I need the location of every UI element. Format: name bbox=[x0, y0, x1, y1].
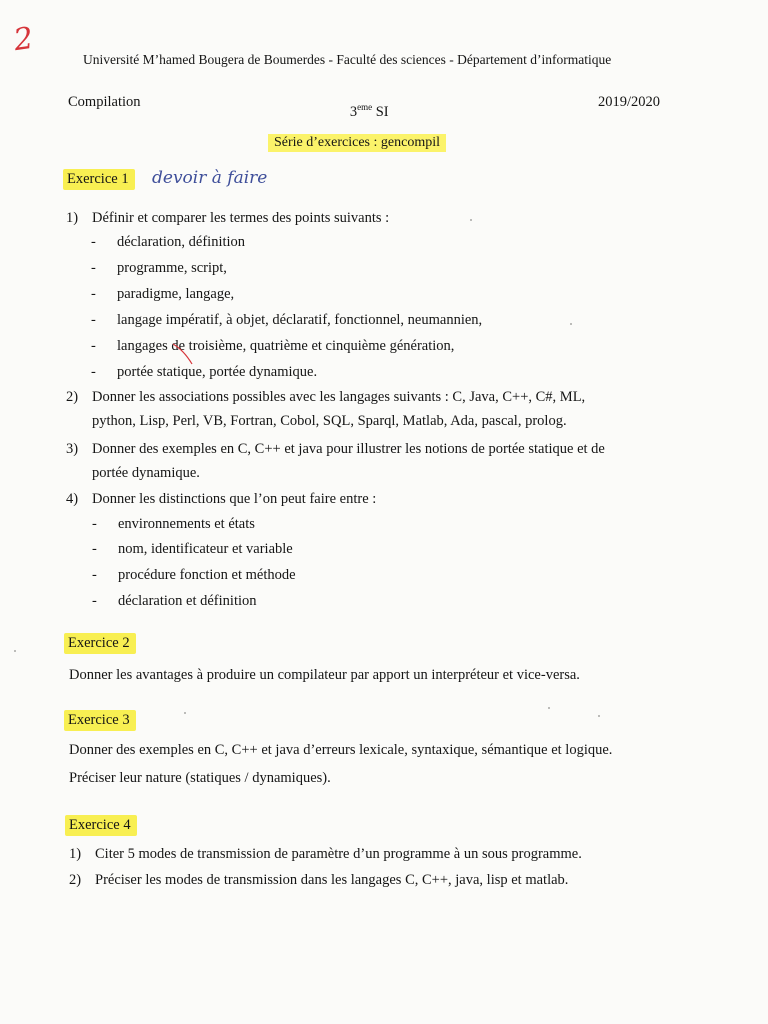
list-item-text: déclaration et définition bbox=[118, 593, 257, 609]
list-item bbox=[91, 234, 246, 251]
course-name: Compilation bbox=[68, 94, 141, 110]
question-text: Définir et comparer les termes des points suivants : bbox=[92, 210, 390, 226]
level-number: 3 bbox=[349, 103, 358, 120]
exercise-2-heading: Exercice 2 bbox=[64, 633, 136, 654]
exercise-1-question-3 bbox=[66, 441, 605, 458]
bullet-dash: - bbox=[91, 338, 96, 354]
exercise-3-line-1: Donner des exemples en C, C++ et java d’erreurs lexicale, syntaxique, sémantique et logique. bbox=[69, 742, 613, 758]
list-item bbox=[92, 541, 293, 558]
academic-year: 2019/2020 bbox=[597, 94, 660, 110]
series-title: Série d’exercices : gencompil bbox=[268, 134, 446, 152]
bullet-dash: - bbox=[92, 567, 97, 583]
question-text: Donner les distinctions que l’on peut faire entre : bbox=[92, 491, 377, 507]
course-meta-row bbox=[68, 94, 660, 121]
list-item-text: procédure fonction et méthode bbox=[118, 567, 296, 583]
list-item-text: programme, script, bbox=[117, 260, 227, 276]
exercise-2-text: Donner les avantages à produire un compilateur par apport un interpréteur et vice-versa. bbox=[69, 667, 580, 683]
level-superscript: eme bbox=[357, 102, 373, 112]
list-item bbox=[91, 312, 483, 329]
list-item-text: portée statique, portée dynamique. bbox=[117, 364, 318, 380]
list-item-text: nom, identificateur et variable bbox=[118, 541, 293, 557]
list-item-text: langage impératif, à objet, déclaratif, fonctionnel, neumannien, bbox=[117, 312, 483, 328]
bullet-dash: - bbox=[92, 541, 97, 557]
exercise-3-heading: Exercice 3 bbox=[64, 710, 136, 731]
list-item bbox=[91, 364, 318, 381]
scan-speck bbox=[470, 219, 472, 221]
list-item bbox=[92, 593, 257, 610]
question-number: 1) bbox=[69, 846, 82, 862]
list-item bbox=[91, 260, 227, 277]
exercise-4-heading: Exercice 4 bbox=[65, 815, 137, 836]
list-item bbox=[91, 338, 455, 355]
handwritten-note: devoir à faire bbox=[152, 168, 268, 188]
question-text: Préciser les modes de transmission dans les langages C, C++, java, lisp et matlab. bbox=[95, 872, 569, 888]
exercise-3-line-2: Préciser leur nature (statiques / dynamiques). bbox=[69, 770, 331, 786]
list-item-text: langages de troisième, quatrième et cinquième génération, bbox=[117, 338, 455, 354]
exercise-1-heading: Exercice 1 bbox=[63, 169, 135, 190]
scan-speck bbox=[14, 650, 16, 652]
bullet-dash: - bbox=[92, 516, 97, 532]
scan-speck bbox=[184, 712, 186, 714]
exercise-4-question-2 bbox=[69, 872, 568, 889]
exercise-1-question-3-continued: portée dynamique. bbox=[92, 465, 200, 481]
university-header: Université M’hamed Bougera de Boumerdes - Faculté des sciences - Département d’informatique bbox=[83, 52, 612, 67]
question-number: 2) bbox=[69, 872, 82, 888]
question-text: Donner des exemples en C, C++ et java pour illustrer les notions de portée statique et de bbox=[92, 441, 605, 457]
bullet-dash: - bbox=[91, 234, 96, 250]
scan-speck bbox=[570, 323, 572, 325]
question-number: 4) bbox=[66, 491, 79, 507]
handwritten-page-number: 2 bbox=[11, 20, 36, 59]
bullet-dash: - bbox=[92, 593, 97, 609]
question-text: Donner les associations possibles avec les langages suivants : C, Java, C++, C#, ML, bbox=[92, 389, 586, 405]
question-number: 2) bbox=[66, 389, 79, 405]
exercise-4-question-1 bbox=[69, 846, 582, 863]
scan-speck bbox=[548, 707, 550, 709]
class-level bbox=[350, 102, 389, 121]
bullet-dash: - bbox=[91, 312, 96, 328]
list-item bbox=[92, 516, 255, 533]
list-item-text: paradigme, langage, bbox=[117, 286, 235, 302]
question-text: Citer 5 modes de transmission de paramètre d’un programme à un sous programme. bbox=[95, 846, 582, 862]
question-number: 3) bbox=[66, 441, 79, 457]
exercise-1-question-1 bbox=[66, 210, 389, 227]
exercise-1-question-2-continued: python, Lisp, Perl, VB, Fortran, Cobol, SQL, Sparql, Matlab, Ada, pascal, prolog. bbox=[92, 413, 567, 429]
bullet-dash: - bbox=[91, 260, 96, 276]
list-item bbox=[91, 286, 235, 303]
list-item-text: environnements et états bbox=[118, 516, 255, 532]
level-track: SI bbox=[372, 103, 389, 120]
list-item-text: déclaration, définition bbox=[117, 234, 246, 250]
scan-speck bbox=[598, 715, 600, 717]
bullet-dash: - bbox=[91, 286, 96, 302]
question-number: 1) bbox=[66, 210, 79, 226]
exercise-1-question-4 bbox=[66, 491, 376, 508]
list-item bbox=[92, 567, 296, 584]
exercise-1-question-2 bbox=[66, 389, 585, 406]
bullet-dash: - bbox=[91, 364, 96, 380]
